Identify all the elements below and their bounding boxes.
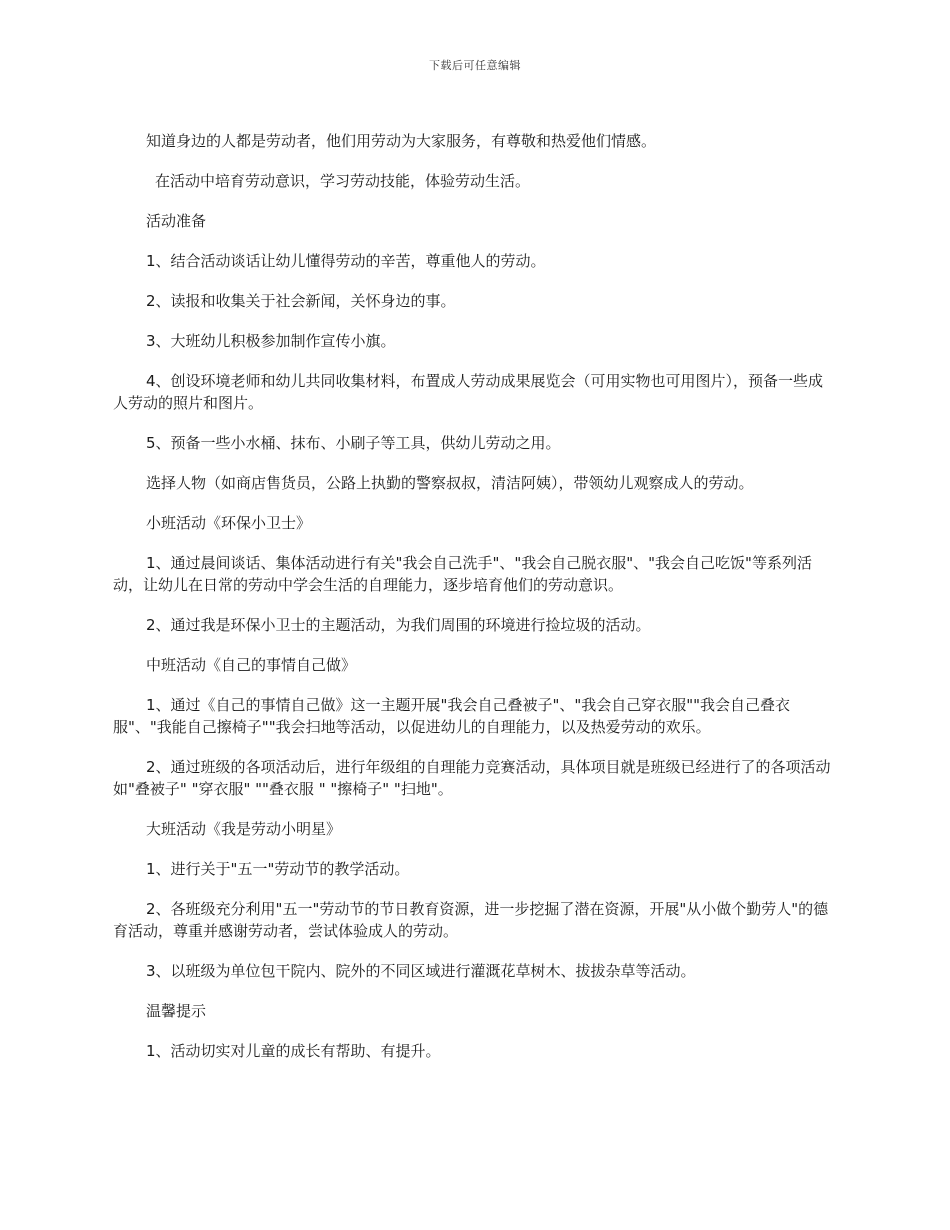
paragraph: 知道身边的人都是劳动者，他们用劳动为大家服务，有尊敬和热爱他们情感。 <box>146 132 657 150</box>
paragraph: 选择人物（如商店售货员，公路上执勤的警察叔叔，清洁阿姨），带领幼儿观察成人的劳动。 <box>146 474 754 492</box>
section-heading: 温馨提示 <box>146 1002 207 1020</box>
list-item: 1、进行关于"五一"劳动节的教学活动。 <box>146 860 410 878</box>
list-item: 3、以班级为单位包干院内、院外的不同区域进行灌溉花草树木、拔拔杂草等活动。 <box>146 962 696 980</box>
list-item: 2、各班级充分利用"五一"劳动节的节日教育资源，进一步挖掘了潜在资源，开展"从小做个勤劳人"的德育活动，尊重并感谢劳动者，尝试体验成人的劳动。 <box>113 900 829 940</box>
list-item: 2、通过班级的各项活动后，进行年级组的自理能力竞赛活动，具体项目就是班级已经进行了的各项活动如"叠被子" "穿衣服" ""叠衣服 " "擦椅子" "扫地"。 <box>113 758 831 798</box>
list-item: 1、通过晨间谈话、集体活动进行有关"我会自己洗手"、"我会自己脱衣服"、"我会自己吃饭"等系列活动，让幼儿在日常的劳动中学会生活的自理能力，逐步培育他们的劳动意识。 <box>113 554 812 594</box>
section-heading: 大班活动《我是劳动小明星》 <box>146 820 342 838</box>
section-heading: 活动准备 <box>146 212 207 230</box>
list-item: 1、结合活动谈话让幼儿懂得劳动的辛苦，尊重他人的劳动。 <box>146 252 546 270</box>
section-heading: 中班活动《自己的事情自己做》 <box>146 656 357 674</box>
paragraph: 在活动中培育劳动意识，学习劳动技能，体验劳动生活。 <box>155 172 531 190</box>
list-item: 4、创设环境老师和幼儿共同收集材料，布置成人劳动成果展览会（可用实物也可用图片），预备一些成人劳动的照片和图片。 <box>113 372 824 412</box>
list-item: 2、读报和收集关于社会新闻，关怀身边的事。 <box>146 292 456 310</box>
list-item: 3、大班幼儿积极参加制作宣传小旗。 <box>146 332 396 350</box>
list-item: 1、活动切实对儿童的成长有帮助、有提升。 <box>146 1042 441 1060</box>
list-item: 5、预备一些小水桶、抹布、小刷子等工具，供幼儿劳动之用。 <box>146 434 561 452</box>
document-body <box>113 130 835 1080</box>
header-note: 下载后可任意编辑 <box>429 59 521 72</box>
section-heading: 小班活动《环保小卫士》 <box>146 514 312 532</box>
list-item: 1、通过《自己的事情自己做》这一主题开展"我会自己叠被子"、"我会自己穿衣服""我会自己叠衣服"、"我能自己擦椅子""我会扫地等活动，以促进幼儿的自理能力，以及热爱劳动的欢乐。 <box>113 696 791 736</box>
list-item: 2、通过我是环保小卫士的主题活动，为我们周围的环境进行捡垃圾的活动。 <box>146 616 651 634</box>
